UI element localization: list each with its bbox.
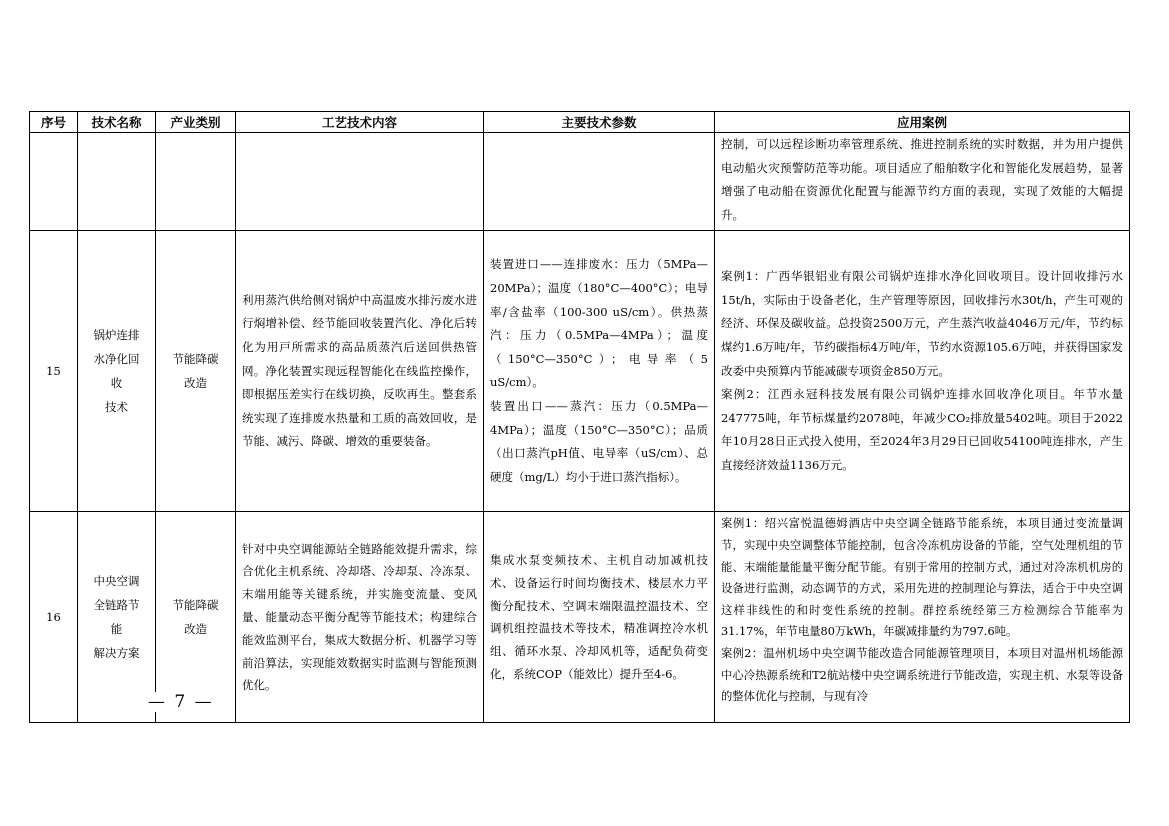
header-params: 主要技术参数 bbox=[484, 112, 715, 133]
header-tech-name: 技术名称 bbox=[78, 112, 156, 133]
params-text: 集成水泵变频技术、主机自动加减机技术、设备运行时间均衡技术、楼层水力平衡分配技术、空调末端限温控温技术、空调机组控温技术等技术，精准调控冷水机组、循环水泵、冷却风机等，适配负荷变化，系统COP（能效比）提升至4-6。 bbox=[490, 552, 708, 681]
page-number: — 7 — bbox=[148, 692, 214, 712]
tech-name: 中央空调 全链路节 能 解决方案 bbox=[78, 512, 156, 723]
cases-text: 案例1：广西华银铝业有限公司锅炉连排水净化回收项目。设计回收排污水15t/h，实际由于设备老化，生产管理等原因，回收排污水30t/h，产生可观的经济、环保及碳收益。总投资2500万元，产生蒸汽收益4046万元/年，节约标煤约1.6万吨/年，节约碳指标4万吨/年，节约水资源105.6万吨，并获得国家发改委中央预算内节能减碳专项资金850万元。 案例2：江西永冠科技发展有限公司锅炉连排水回收净化项目。年节水量247775吨，年节标煤量约2078吨，年减少CO₂排放量5402吨。项目于2022年10月28日正式投入使用，至2024年3月29日已回收54100吨连排水，产生直接经济效益1136万元。 bbox=[721, 269, 1123, 472]
table-header-row bbox=[30, 112, 1130, 133]
header-process: 工艺技术内容 bbox=[236, 112, 484, 133]
continuation-case-text: 控制，可以远程诊断功率管理系统、推进控制系统的实时数据，并为用户提供电动船火灾预警防范等功能。项目适应了船舶数字化和智能化发展趋势，显著增强了电动船在资源优化配置与能源节约方面的表现，实现了效能的大幅提升。 bbox=[721, 137, 1123, 222]
header-no: 序号 bbox=[30, 112, 78, 133]
table-row-15 bbox=[30, 231, 1130, 512]
category: 节能降碳 改造 bbox=[156, 231, 236, 512]
header-category: 产业类别 bbox=[156, 112, 236, 133]
cases-text: 案例1：绍兴富悦温德姆酒店中央空调全链路节能系统，本项目通过变流量调节，实现中央空调整体节能控制，包含冷冻机房设备的节能，空气处理机组的节能、末端能量能量平衡分配节能。有别于常用的控制方式，通过对冷冻机机房的设备进行监测，动态调节的方式，采用先进的控制理论与算法，适合于中央空调这样非线性的和时变性系统的控制。群控系统经第三方检测综合节能率为31.17%，年节电量80万kWh，年碳减排量约为797.6吨。 案例2：温州机场中央空调节能改造合同能源管理项目，本项目对温州机场能源中心冷热源系统和T2航站楼中央空调系统进行节能改造，实现主机、水泵等设备的整体优化与控制，与现有冷 bbox=[721, 517, 1123, 704]
row-number: 15 bbox=[30, 231, 78, 512]
params-text: 装置进口——连排废水：压力（5MPa—20MPa）；温度（180°C—400°C）；电导率/含盐率（100-300 uS/cm）。供热蒸汽：压力（0.5MPa—4MPa）；温度（150°C—350°C）；电导率（5 uS/cm）。 装置出口——蒸汽：压力（0.5MPa—4MPa）；温度（150°C—350°C）；品质（出口蒸汽pH值、电导率（uS/cm）、总硬度（mg/L）均小于进口蒸汽指标）。 bbox=[490, 257, 708, 484]
process-text: 针对中央空调能源站全链路能效提升需求，综合优化主机系统、冷却塔、冷却泵、冷冻泵、末端用能等关键系统，并实施变流量、变风量、能量动态平衡分配等节能技术；构建综合能效监测平台，集成大数据分析、机器学习等前沿算法，实现能效数据实时监测与智能预测优化。 bbox=[242, 541, 477, 693]
table-row-continuation bbox=[30, 133, 1130, 231]
row-number: 16 bbox=[30, 512, 78, 723]
category: 节能降碳 改造 bbox=[156, 512, 236, 723]
process-text: 利用蒸汽供给侧对锅炉中高温废水排污废水进行焖增补偿、经节能回收装置汽化、净化后转化为用戸所需求的高品质蒸汽后送回供热管网。净化装置实现远程智能化在线监控操作，即根据压差实行在线切换，反吹再生。整套系统实现了连排废水热量和工质的高效回收，是节能、减污、降碳、增效的重要装备。 bbox=[242, 292, 477, 449]
header-cases: 应用案例 bbox=[715, 112, 1130, 133]
technology-table bbox=[29, 111, 1130, 723]
tech-name: 锅炉连排 水净化回 收 技术 bbox=[78, 231, 156, 512]
